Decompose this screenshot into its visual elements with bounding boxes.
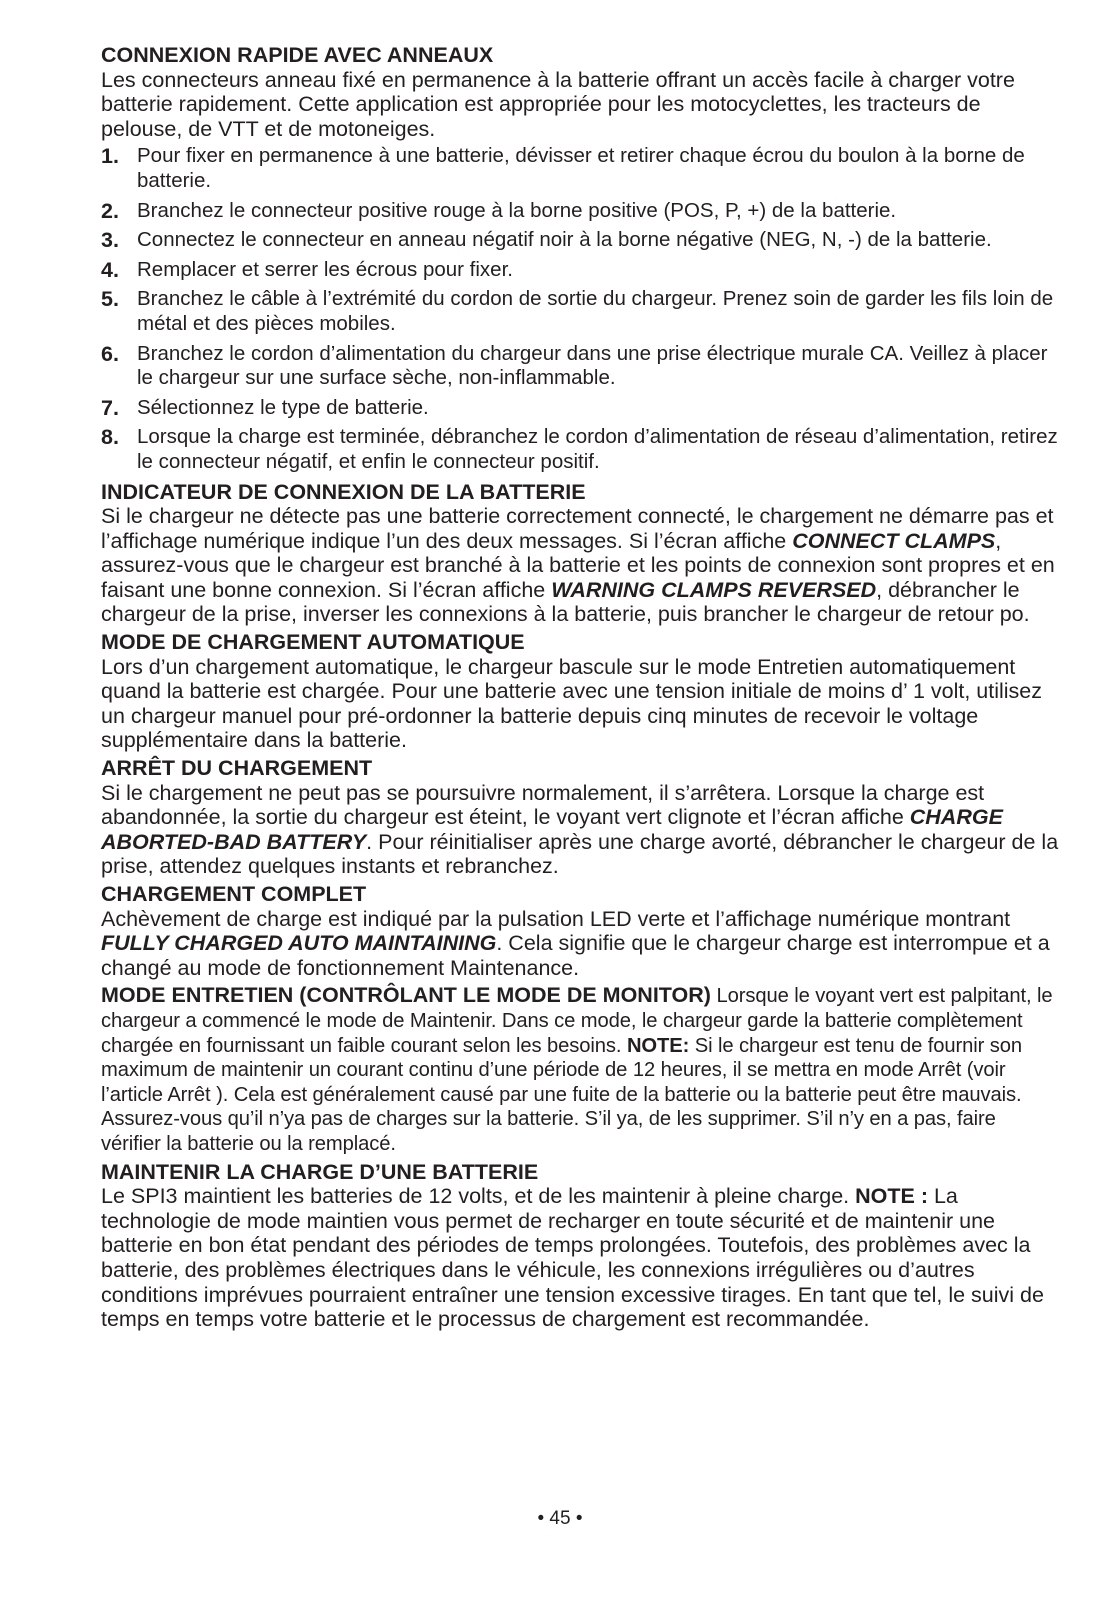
step-number: 1. — [101, 144, 119, 169]
section-heading: MAINTENIR LA CHARGE D’UNE BATTERIE — [101, 1159, 539, 1184]
step-text: Branchez le câble à l’extrémité du cordon de sortie du chargeur. Prenez soin de garder les fils loin de métal et des pièces mobiles. — [137, 287, 1054, 335]
section-auto-charge — [101, 630, 1061, 753]
page-number: • 45 • — [537, 1508, 583, 1529]
section-paragraph — [101, 781, 1061, 879]
step-number: 3. — [101, 228, 119, 253]
section-heading: ARRÊT DU CHARGEMENT — [101, 756, 373, 781]
paragraph-text: , débrancher le chargeur de la prise, inverser les connexions à la batterie, puis brancher le chargeur de retour po. — [101, 577, 1030, 627]
step-text: Lorsque la charge est terminée, débranchez le cordon d’alimentation de réseau d’alimentation, retirez le connecteur négatif, et enfin le connecteur positif. — [137, 425, 1058, 473]
section-maintenance-mode — [101, 983, 1061, 1156]
section-heading: CHARGEMENT COMPLET — [101, 882, 367, 906]
paragraph-text: , assurez-vous que le chargeur est branché à la batterie et les points de connexion sont propres et en faisant une bonne connexion. Si l’écran affiche — [101, 528, 1055, 602]
section-paragraph — [101, 907, 1061, 981]
note-label: NOTE : — [855, 1184, 928, 1209]
steps-list — [101, 144, 1061, 474]
step-text: Pour fixer en permanence à une batterie, dévisser et retirer chaque écrou du boulon à la borne de batterie. — [137, 144, 1025, 192]
step-text: Sélectionnez le type de batterie. — [137, 395, 429, 419]
step-number: 7. — [101, 395, 119, 420]
paragraph-text: . Cela signifie que le chargeur charge est interrompue et a changé au mode de fonctionnement Maintenance. — [101, 931, 1050, 980]
section-charge-complete — [101, 882, 1061, 980]
step-text: Connectez le connecteur en anneau négatif noir à la borne négative (NEG, N, -) de la batterie. — [137, 228, 992, 252]
section-heading: MODE ENTRETIEN (CONTRÔLANT LE MODE DE MONITOR) — [101, 983, 711, 1008]
display-message: CHARGE ABORTED-BAD BATTERY — [101, 805, 1003, 854]
section-heading: INDICATEUR DE CONNEXION DE LA BATTERIE — [101, 479, 586, 504]
list-item — [101, 396, 1061, 421]
step-number: 4. — [101, 257, 119, 282]
paragraph-text: . Pour réinitialiser après une charge avorté, débrancher le chargeur de la prise, attendez quelques instants et rebranchez. — [101, 829, 1059, 879]
display-message: CONNECT CLAMPS — [792, 528, 996, 553]
list-item — [101, 287, 1061, 336]
step-number: 5. — [101, 287, 119, 312]
step-number: 6. — [101, 341, 119, 366]
section-heading: MODE DE CHARGEMENT AUTOMATIQUE — [101, 630, 525, 655]
paragraph-text: Si le chargement ne peut pas se poursuivre normalement, il s’arrêtera. Lorsque la charge est abandonnée, la sortie du chargeur est éteint, le voyant vert clignote et l’écran affiche — [101, 780, 985, 830]
display-message: FULLY CHARGED AUTO MAINTAINING — [101, 931, 497, 956]
list-item — [101, 342, 1061, 391]
list-item — [101, 258, 1061, 283]
section-connection-indicator — [101, 480, 1061, 628]
section-paragraph: Lors d’un chargement automatique, le chargeur bascule sur le mode Entretien automatiquement quand la batterie est chargée. Pour une batterie avec une tension initiale de moins d’ 1 volt, utilisez un chargeur manuel pour pré-ordonner la batterie depuis cinq minutes de recevoir le voltage supplémentaire dans la batterie. — [101, 654, 1043, 753]
manual-page — [101, 43, 1061, 1335]
list-item — [101, 228, 1061, 253]
paragraph-text: Si le chargeur est tenu de fournir son maximum de maintenir un courant continu d’une période de 12 heures, il se mettra en mode Arrêt (voir l’article Arrêt ). Cela est généralement causé par une fuite de la batterie ou la batterie peut être mauvais. Assurez-vous qu’il n’ya pas de charges sur la batterie. S’il ya, de les supprimer. S’il n’y en a pas, faire vérifier la batterie ou la remplacé. — [101, 1034, 1023, 1155]
list-item — [101, 199, 1061, 224]
list-item — [101, 425, 1061, 474]
section-heading: CONNEXION RAPIDE AVEC ANNEAUX — [101, 43, 494, 67]
list-item — [101, 144, 1061, 193]
section-intro: Les connecteurs anneau fixé en permanence à la batterie offrant un accès facile à charger votre batterie rapidement. Cette application est appropriée pour les motocyclettes, les tracteurs de pelouse, de VTT et de motoneiges. — [101, 67, 1015, 141]
section-maintain-charge — [101, 1160, 1061, 1332]
step-number: 8. — [101, 425, 119, 450]
note-label: NOTE: — [626, 1034, 690, 1057]
step-text: Branchez le cordon d’alimentation du chargeur dans une prise électrique murale CA. Veillez à placer le chargeur sur une surface sèche, non-inflammable. — [137, 341, 1048, 390]
section-paragraph — [101, 983, 1061, 1156]
paragraph-text: Achèvement de charge est indiqué par la pulsation LED verte et l’affichage numérique montrant — [101, 906, 1011, 931]
paragraph-text: Lorsque le voyant vert est palpitant, le chargeur a commencé le mode de Maintenir. Dans ce mode, le chargeur garde la batterie complètement chargée en fournissant un faible courant selon les besoins. — [101, 985, 1053, 1057]
section-paragraph — [101, 504, 1061, 627]
paragraph-text: Le SPI3 maintient les batteries de 12 volts, et de les maintenir à pleine charge. — [101, 1184, 856, 1209]
section-paragraph — [101, 1184, 1061, 1332]
step-text: Branchez le connecteur positive rouge à la borne positive (POS, P, +) de la batterie. — [137, 198, 897, 222]
step-number: 2. — [101, 198, 119, 223]
paragraph-text: Si le chargeur ne détecte pas une batterie correctement connecté, le chargement ne démarre pas et l’affichage numérique indique l’un des deux messages. Si l’écran affiche — [101, 504, 1054, 553]
section-quick-connect — [101, 43, 1061, 475]
display-message: WARNING CLAMPS REVERSED — [551, 577, 877, 602]
section-charge-stop — [101, 756, 1061, 879]
paragraph-text: La technologie de mode maintien vous permet de recharger en toute sécurité et de maintenir une batterie en bon état pendant des périodes de temps prolongées. Toutefois, des problèmes avec la batterie, des problèmes électriques dans le véhicule, les connexions irrégulières ou d’autres conditions imprévues pourraient entraîner une tension excessive tirages. En tant que tel, le suivi de temps en temps votre batterie et le processus de chargement est recommandée. — [101, 1184, 1044, 1332]
step-text: Remplacer et serrer les écrous pour fixer. — [137, 257, 513, 281]
